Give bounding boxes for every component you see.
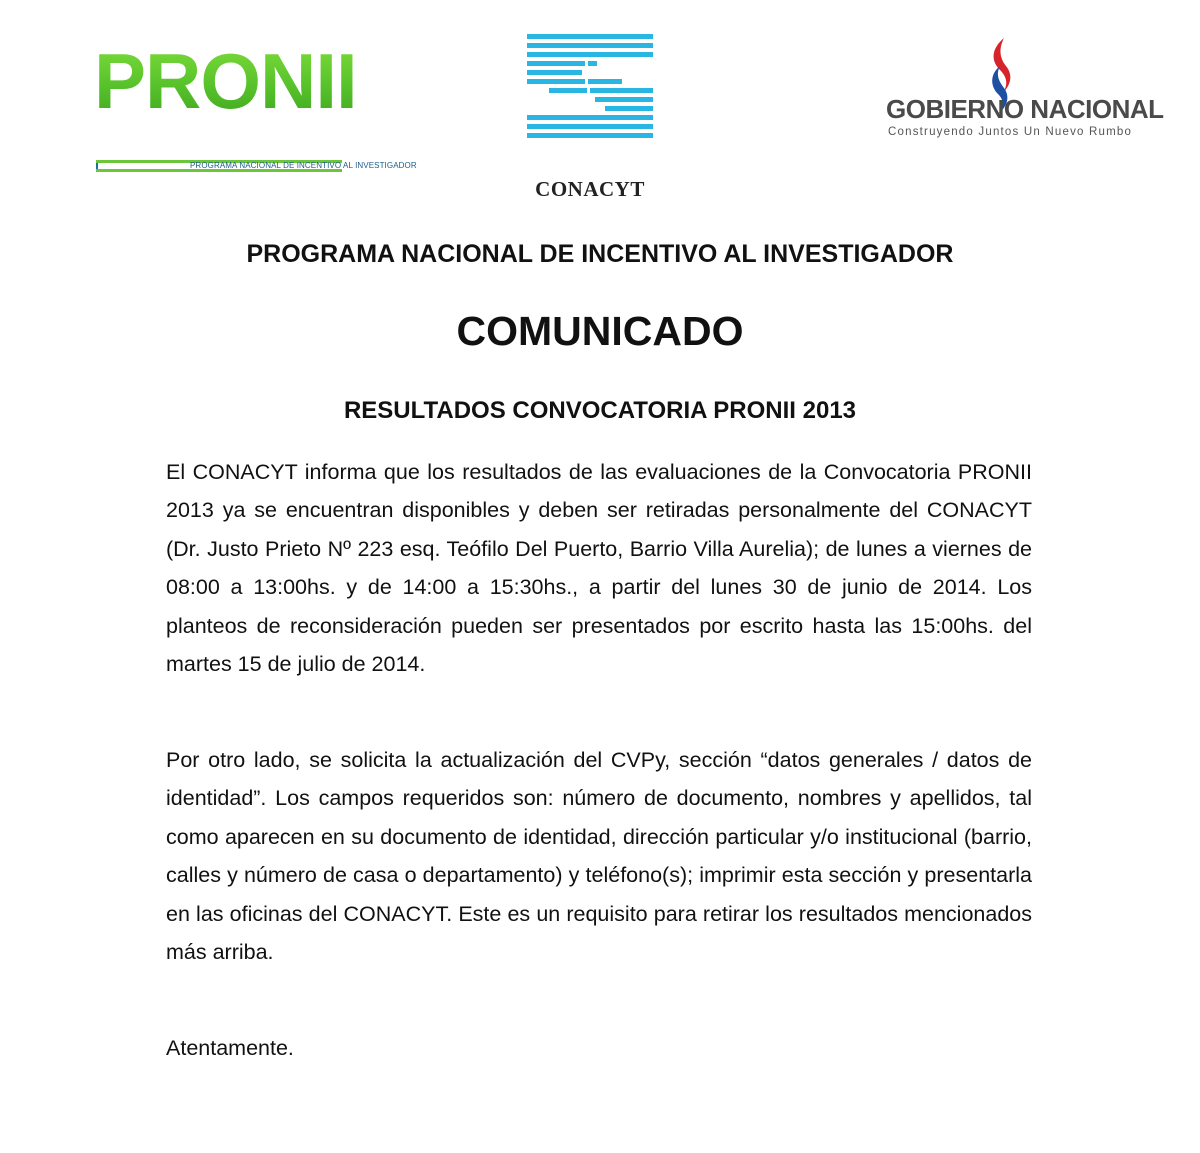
closing-text: Atentamente. [166, 1036, 294, 1060]
body-paragraph-results: El CONACYT informa que los resultados de las evaluaciones de la Convocatoria PRONII 2013 ya se encuentran disponibles y deben ser retiradas personalmente del CONACYT (Dr. Justo Prieto Nº 223 esq. Teófilo Del Puerto, Barrio Villa Aurelia); de lunes a viernes de 08:00 a 13:00hs. y de 14:00 a 15:30hs., a partir del lunes 30 de junio de 2014. Los planteos de reconsideración pueden ser presentados por escrito hasta las 15:00hs. del martes 15 de julio de 2014. [166, 460, 1032, 677]
conacyt-stripes-icon [525, 32, 655, 142]
document-subtitle: RESULTADOS CONVOCATORIA PRONII 2013 [343, 397, 857, 424]
conacyt-logo-word: CONACYT [535, 177, 645, 201]
program-title: PROGRAMA NACIONAL DE INCENTIVO AL INVESTIGADOR [246, 240, 954, 268]
gobierno-nacional-logo [886, 36, 1164, 146]
page-title: COMUNICADO [456, 308, 744, 354]
pronii-logo [94, 37, 417, 170]
gobierno-logo-tagline: Construyendo Juntos Un Nuevo Rumbo [888, 126, 1133, 138]
body-paragraph-cvpy-update: Por otro lado, se solicita la actualización del CVPy, sección “datos generales / datos de identidad”. Los campos requeridos son: número de documento, nombres y apellidos, tal como aparecen en su documento de identidad, dirección particular y/o institucional (barrio, calles y número de casa o departamento) y teléfono(s); imprimir esta sección y presentarla en las oficinas del CONACYT. Este es un requisito para retirar los resultados mencionados más arriba. [166, 748, 1032, 965]
pronii-logo-word: PRONII [94, 37, 357, 125]
pronii-logo-subtitle: PROGRAMA NACIONAL DE INCENTIVO AL INVESTIGADOR [190, 161, 417, 170]
gobierno-logo-word: GOBIERNO NACIONAL [886, 94, 1164, 124]
conacyt-logo [525, 32, 655, 201]
